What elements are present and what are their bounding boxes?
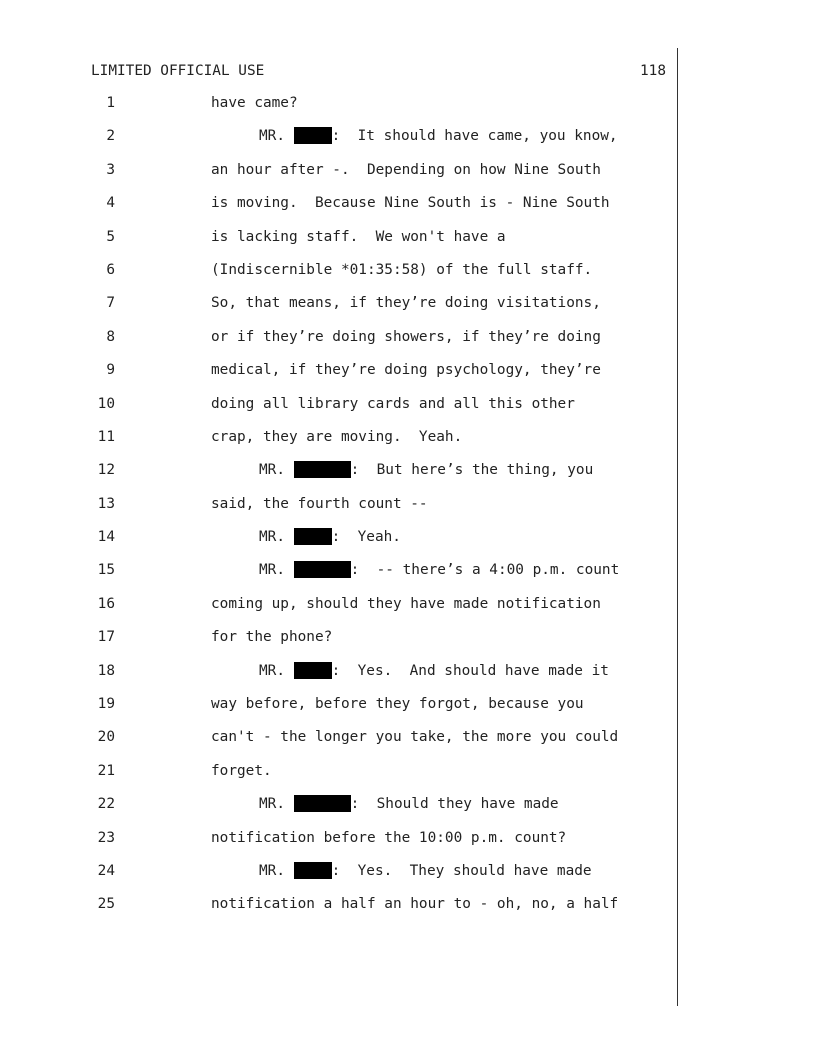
- line-text: or if they’re doing showers, if they’re doing: [211, 328, 601, 345]
- line-text: an hour after -. Depending on how Nine South: [211, 161, 601, 178]
- line-number: 9: [106, 362, 115, 379]
- line-text: have came?: [211, 95, 298, 111]
- transcript-line: [0, 521, 816, 554]
- transcript-line: [0, 721, 816, 754]
- speaker-text: : Yes. They should have made: [331, 862, 592, 879]
- transcript-line: [0, 388, 816, 421]
- redaction-box: [294, 461, 351, 478]
- line-number: 12: [97, 462, 115, 479]
- line-text: for the phone?: [211, 629, 333, 646]
- transcript-line: [0, 154, 816, 187]
- line-number: 25: [97, 896, 115, 913]
- transcript-line: [0, 621, 816, 654]
- transcript-line: [0, 321, 816, 354]
- line-number: 6: [106, 261, 115, 278]
- speaker-text: : -- there’s a 4:00 p.m. count: [350, 562, 620, 579]
- line-text: crap, they are moving. Yeah.: [211, 428, 463, 445]
- speaker-text: : Yeah.: [331, 529, 401, 546]
- line-text: notification a half an hour to - oh, no, a half: [211, 896, 619, 913]
- speaker-line: [211, 561, 619, 579]
- redaction-box: [294, 662, 332, 679]
- page-number: 118: [640, 63, 666, 79]
- transcript-line: [0, 655, 816, 688]
- line-number: 20: [97, 729, 115, 746]
- line-text: So, that means, if they’re doing visitations,: [211, 295, 601, 312]
- classification-header: LIMITED OFFICIAL USE: [91, 63, 265, 79]
- line-number: 15: [97, 562, 115, 579]
- speaker-line: [211, 461, 593, 479]
- line-text: way before, before they forgot, because you: [211, 696, 584, 713]
- redaction-box: [294, 862, 332, 879]
- line-number: 19: [97, 696, 115, 713]
- transcript-line: [0, 221, 816, 254]
- transcript-lines: [0, 87, 816, 922]
- transcript-line: [0, 855, 816, 888]
- redaction-box: [294, 528, 332, 545]
- line-number: 17: [97, 629, 115, 646]
- speaker-line: [211, 127, 618, 145]
- line-text: doing all library cards and all this other: [211, 395, 575, 412]
- transcript-line: [0, 421, 816, 454]
- transcript-line: [0, 187, 816, 220]
- speaker-prefix: MR.: [259, 796, 294, 813]
- transcript-line: [0, 888, 816, 921]
- transcript-line: [0, 120, 816, 153]
- line-text: is moving. Because Nine South is - Nine South: [211, 195, 610, 212]
- speaker-line: [211, 528, 401, 546]
- line-text: forget.: [211, 762, 272, 779]
- line-number: 18: [97, 662, 115, 679]
- transcript-line: [0, 688, 816, 721]
- line-text: can't - the longer you take, the more you could: [211, 729, 619, 746]
- speaker-prefix: MR.: [259, 529, 294, 546]
- redaction-box: [294, 795, 351, 812]
- line-number: 4: [106, 195, 115, 212]
- speaker-prefix: MR.: [259, 462, 294, 479]
- line-number: 5: [106, 228, 115, 245]
- speaker-line: [211, 795, 559, 813]
- redaction-box: [294, 127, 332, 144]
- line-text: coming up, should they have made notification: [211, 595, 601, 612]
- transcript-line: [0, 755, 816, 788]
- transcript-line: [0, 354, 816, 387]
- redaction-box: [294, 561, 351, 578]
- transcript-line: [0, 554, 816, 587]
- line-text: is lacking staff. We won't have a: [211, 228, 506, 245]
- line-number: 3: [106, 161, 115, 178]
- line-number: 2: [106, 128, 115, 145]
- line-number: 7: [106, 295, 115, 312]
- line-number: 8: [106, 328, 115, 345]
- line-text: said, the fourth count --: [211, 495, 428, 512]
- line-number: 23: [97, 829, 115, 846]
- speaker-prefix: MR.: [259, 562, 294, 579]
- speaker-text: : Yes. And should have made it: [331, 662, 609, 679]
- transcript-line: [0, 488, 816, 521]
- speaker-prefix: MR.: [259, 128, 294, 145]
- transcript-line: [0, 287, 816, 320]
- line-number: 16: [97, 595, 115, 612]
- speaker-line: [211, 862, 592, 880]
- transcript-line: [0, 822, 816, 855]
- line-number: 24: [97, 862, 115, 879]
- line-text: medical, if they’re doing psychology, they’re: [211, 362, 601, 379]
- transcript-line: [0, 588, 816, 621]
- line-number: 21: [97, 762, 115, 779]
- line-number: 13: [97, 495, 115, 512]
- speaker-prefix: MR.: [259, 662, 294, 679]
- speaker-prefix: MR.: [259, 862, 294, 879]
- speaker-line: [211, 662, 609, 680]
- transcript-line: [0, 788, 816, 821]
- speaker-text: : Should they have made: [350, 796, 559, 813]
- line-number: 14: [97, 529, 115, 546]
- line-number: 11: [97, 428, 115, 445]
- transcript-line: [0, 87, 816, 120]
- line-text: (Indiscernible *01:35:58) of the full staff.: [211, 261, 593, 278]
- line-number: 10: [97, 395, 115, 412]
- line-text: notification before the 10:00 p.m. count?: [211, 829, 567, 846]
- speaker-text: : It should have came, you know,: [331, 128, 618, 145]
- line-number: 22: [97, 796, 115, 813]
- transcript-line: [0, 254, 816, 287]
- speaker-text: : But here’s the thing, you: [350, 462, 594, 479]
- transcript-line: [0, 454, 816, 487]
- line-number: 1: [106, 95, 115, 111]
